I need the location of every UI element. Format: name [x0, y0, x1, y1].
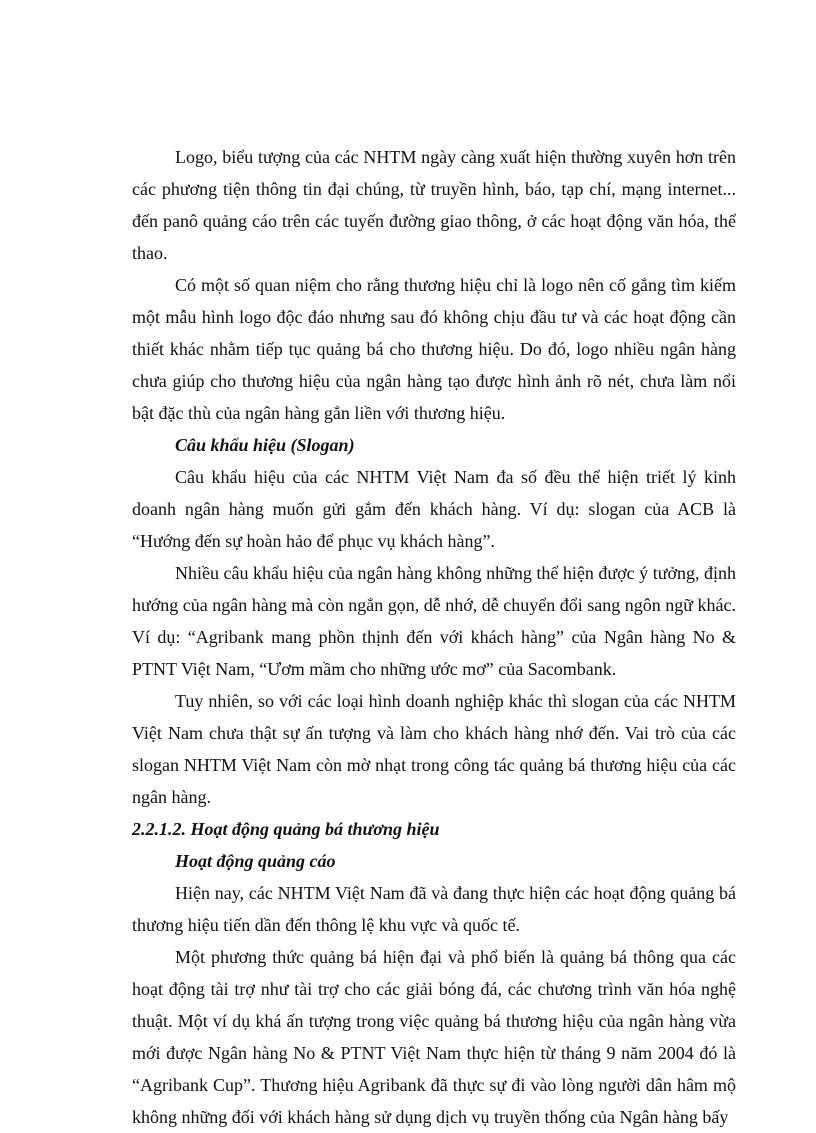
paragraph-advertising-current: Hiện nay, các NHTM Việt Nam đã và đang thực hiện các hoạt động quảng bá thương hiệu tiến dần đến thông lệ khu vực và quốc tế.	[132, 883, 736, 935]
heading-advertising: Hoạt động quảng cáo	[175, 851, 336, 871]
paragraph-sponsorship: Một phương thức quảng bá hiện đại và phổ biến là quảng bá thông qua các hoạt động tài trợ như tài trợ cho các giải bóng đá, các chương trình văn hóa nghệ thuật. Một ví dụ khá ấn tượng trong việc quảng bá thương hiệu của ngân hàng vừa mới được Ngân hàng No & PTNT Việt Nam thực hiện từ tháng 9 năm 2004 đó là “Agribank Cup”. Thương hiệu Agribank đã thực sự đi vào lòng người dân hâm mộ không những đối với khách hàng sử dụng dịch vụ truyền thống của Ngân hàng bấy	[132, 947, 736, 1127]
paragraph-slogan-limitations: Tuy nhiên, so với các loại hình doanh nghiệp khác thì slogan của các NHTM Việt Nam chưa thật sự ấn tượng và làm cho khách hàng nhớ đến. Vai trò của các slogan NHTM Việt Nam còn mờ nhạt trong công tác quảng bá thương hiệu của các ngân hàng.	[132, 691, 736, 807]
heading-slogan: Câu khẩu hiệu (Slogan)	[175, 435, 355, 455]
paragraph-slogan-examples: Nhiều câu khẩu hiệu của ngân hàng không những thể hiện được ý tưởng, định hướng của ngân hàng mà còn ngắn gọn, dễ nhớ, dễ chuyển đổi sang ngôn ngữ khác. Ví dụ: “Agribank mang phồn thịnh đến với khách hàng” của Ngân hàng No & PTNT Việt Nam, “Ươm mầm cho những ước mơ” của Sacombank.	[132, 563, 736, 679]
paragraph-slogan-philosophy: Câu khẩu hiệu của các NHTM Việt Nam đa số đều thể hiện triết lý kinh doanh ngân hàng muốn gửi gắm đến khách hàng. Ví dụ: slogan của ACB là “Hướng đến sự hoàn hảo để phục vụ khách hàng”.	[132, 467, 736, 551]
document-page	[132, 141, 736, 1133]
paragraph-logo-misconception: Có một số quan niệm cho rằng thương hiệu chỉ là logo nên cố gắng tìm kiếm một mẫu hình logo độc đáo nhưng sau đó không chịu đầu tư và các hoạt động cần thiết khác nhằm tiếp tục quảng bá cho thương hiệu. Do đó, logo nhiều ngân hàng chưa giúp cho thương hiệu của ngân hàng tạo được hình ảnh rõ nét, chưa làm nổi bật đặc thù của ngân hàng gắn liền với thương hiệu.	[132, 275, 736, 423]
paragraph-logo-visibility: Logo, biểu tượng của các NHTM ngày càng xuất hiện thường xuyên hơn trên các phương tiện thông tin đại chúng, từ truyền hình, báo, tạp chí, mạng internet... đến panô quảng cáo trên các tuyến đường giao thông, ở các hoạt động văn hóa, thể thao.	[132, 147, 736, 263]
heading-section-brand-promotion: 2.2.1.2. Hoạt động quảng bá thương hiệu	[132, 819, 440, 839]
